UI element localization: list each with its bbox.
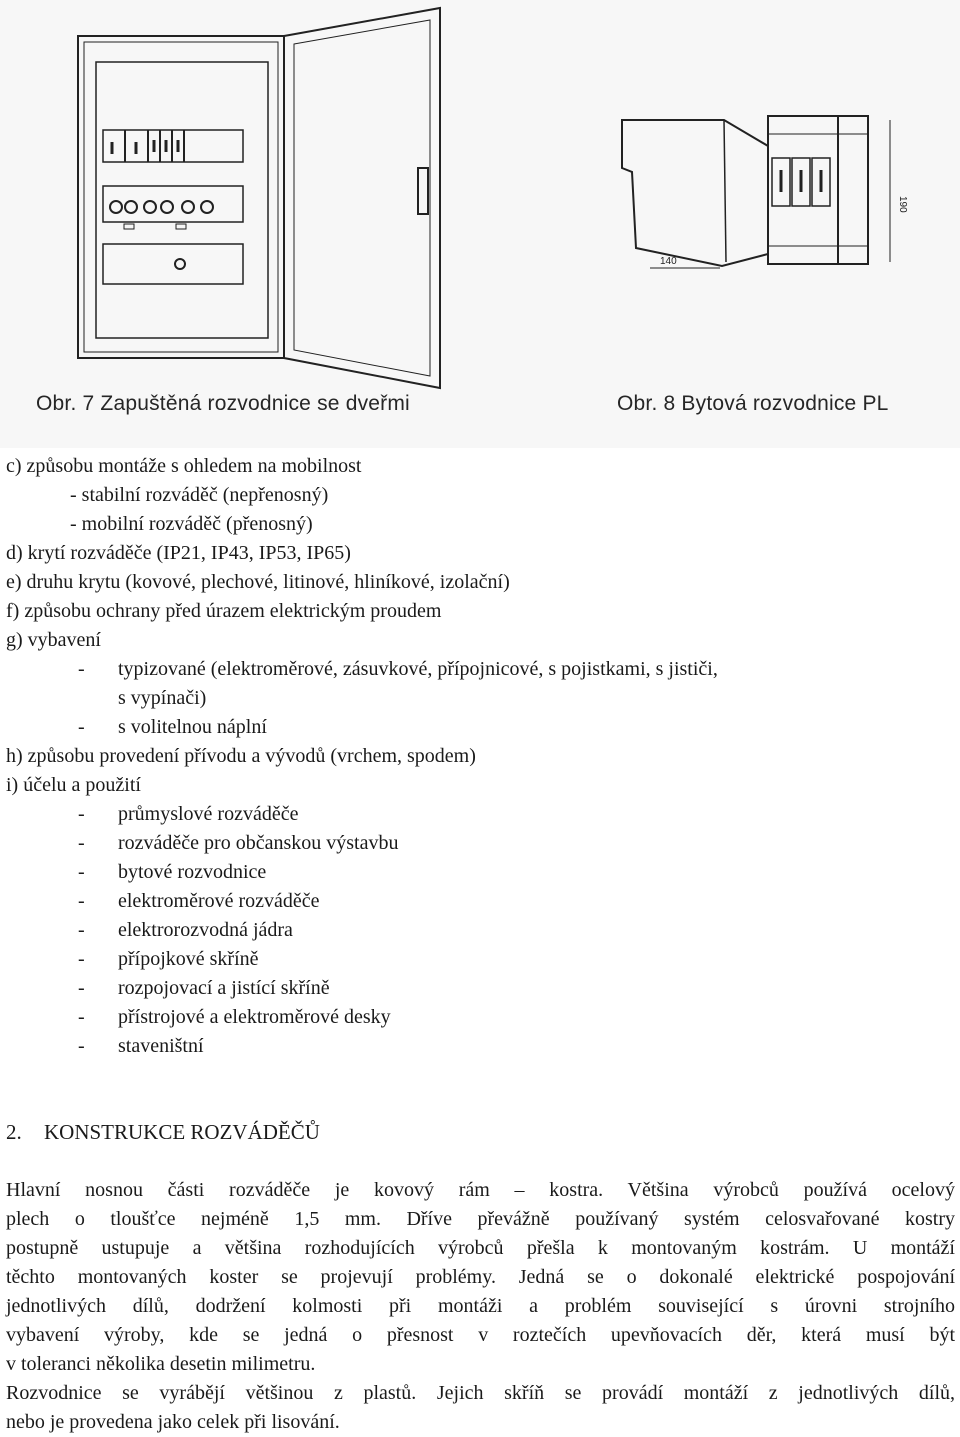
paragraph-line: Hlavní nosnou části rozváděče je kovový rám – kostra. Většina výrobců používá ocelový [6, 1179, 955, 1201]
list-subitem: - průmyslové rozváděče [78, 803, 299, 825]
paragraph-construction [6, 1176, 955, 1379]
list-subitem: - s volitelnou náplní [78, 716, 267, 738]
list-item-f: f) způsobu ochrany před úrazem elektrickým proudem [6, 600, 442, 622]
list-item-h: h) způsobu provedení přívodu a vývodů (vrchem, spodem) [6, 745, 476, 767]
paragraph-line: Rozvodnice se vyrábějí většinou z plastů. Jejich skříň se provádí montáží z jednotlivých dílů, [6, 1382, 955, 1404]
list-subitem: - elektroměrové rozváděče [78, 890, 320, 912]
fig8-dim-height: 190 [897, 196, 908, 213]
list-subitem: - rozváděče pro občanskou výstavbu [78, 832, 399, 854]
figure-drawings [0, 0, 960, 448]
section-number: 2. [6, 1120, 22, 1144]
list-item-c: c) způsobu montáže s ohledem na mobilnost [6, 455, 362, 477]
list-subitem: - elektrorozvodná jádra [78, 919, 293, 941]
list-item-e: e) druhu krytu (kovové, plechové, litinové, hliníkové, izolační) [6, 571, 510, 593]
list-subitem: - přístrojové a elektroměrové desky [78, 1006, 391, 1028]
fig8-apartment-board-drawing [622, 116, 890, 268]
list-subitem: - stabilní rozváděč (nepřenosný) [70, 484, 329, 506]
fig7-caption: Obr. 7 Zapuštěná rozvodnice se dveřmi [36, 392, 410, 415]
fig8-dim-depth: 140 [660, 256, 677, 267]
list-subitem: - přípojkové skříně [78, 948, 259, 970]
list-subitem: - mobilní rozváděč (přenosný) [70, 513, 313, 535]
paragraph-line: nebo je provedena jako celek při lisování. [6, 1411, 340, 1433]
paragraph-line: vybavení výroby, kde se jedná o přesnost v roztečích upevňovacích děr, která musí být [6, 1324, 955, 1346]
fig7-distribution-board-drawing [78, 8, 440, 388]
paragraph-line: v toleranci několika desetin milimetru. [6, 1353, 316, 1375]
section-title: KONSTRUKCE ROZVÁDĚČŮ [44, 1120, 320, 1144]
paragraph-line: jednotlivých dílů, dodržení kolmosti při montáži a problém související s úrovni strojního [6, 1295, 955, 1317]
fig8-caption: Obr. 8 Bytová rozvodnice PL [617, 392, 889, 415]
list-subitem: - rozpojovací a jistící skříně [78, 977, 330, 999]
paragraph-line: postupně ustupuje a většina rozhodujících výrobců přešla k montovaným kostrám. U montáží [6, 1237, 955, 1259]
figures-strip [0, 0, 960, 448]
list-item-i: i) účelu a použití [6, 774, 141, 796]
list-subitem-continuation: s vypínači) [118, 687, 207, 709]
list-subitem: - staveništní [78, 1035, 204, 1057]
paragraph-plastic-boards [6, 1379, 955, 1437]
paragraph-line: plech o tloušťce nejméně 1,5 mm. Dříve převážně používaný systém celosvařované kostry [6, 1208, 955, 1230]
list-subitem: - bytové rozvodnice [78, 861, 267, 883]
list-subitem: - typizované (elektroměrové, zásuvkové, přípojnicové, s pojistkami, s jističi, [78, 658, 718, 680]
section-heading [6, 1120, 320, 1145]
list-item-g: g) vybavení [6, 629, 101, 651]
list-item-d: d) krytí rozváděče (IP21, IP43, IP53, IP65) [6, 542, 351, 564]
paragraph-line: těchto montovaných koster se projevují problémy. Jedná se o dokonalé elektrické pospojování [6, 1266, 955, 1288]
